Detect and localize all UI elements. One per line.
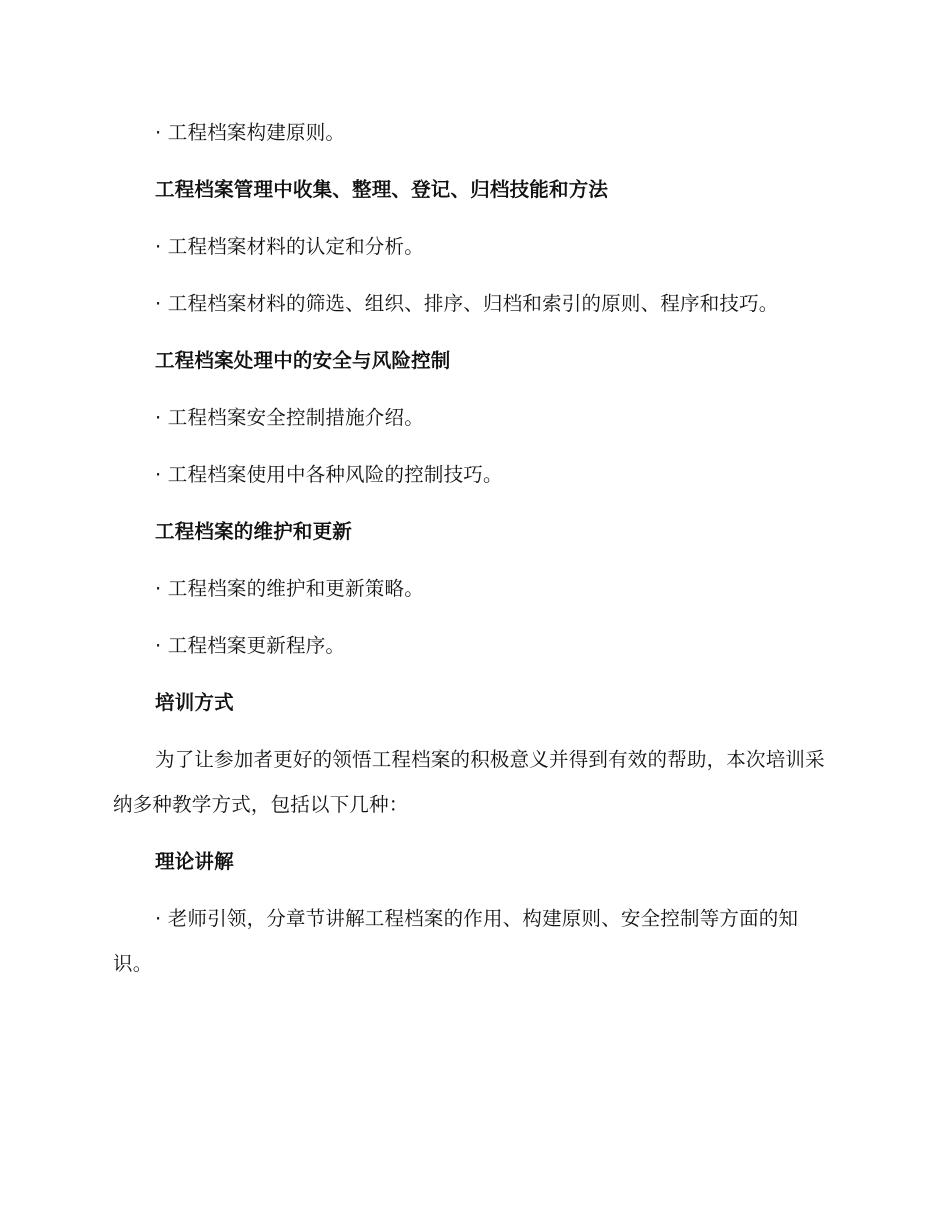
bullet-material-identification: · 工程档案材料的认定和分析。 <box>155 235 424 258</box>
document-page <box>113 110 835 986</box>
section-heading-collection-methods: 工程档案管理中收集、整理、登记、归档技能和方法 <box>155 178 609 201</box>
section-heading-training-methods: 培训方式 <box>155 691 234 714</box>
bullet-risk-control: · 工程档案使用中各种风险的控制技巧。 <box>155 463 503 486</box>
bullet-security-measures: · 工程档案安全控制措施介绍。 <box>155 406 424 429</box>
section-heading-maintenance: 工程档案的维护和更新 <box>155 520 353 543</box>
section-heading-security-risk: 工程档案处理中的安全与风险控制 <box>155 349 451 372</box>
bullet-construction-principles: · 工程档案构建原则。 <box>155 121 346 144</box>
bullet-material-screening: · 工程档案材料的筛选、组织、排序、归档和索引的原则、程序和技巧。 <box>155 292 779 315</box>
bullet-maintenance-strategy: · 工程档案的维护和更新策略。 <box>155 577 424 600</box>
bullet-update-procedure: · 工程档案更新程序。 <box>155 634 346 657</box>
paragraph-training-intro: 为了让参加者更好的领悟工程档案的积极意义并得到有效的帮助，本次培训采纳多种教学方式，包括以下几种： <box>113 748 825 816</box>
bullet-teacher-lecture: · 老师引领，分章节讲解工程档案的作用、构建原则、安全控制等方面的知识。 <box>113 907 799 975</box>
section-heading-theory-lecture: 理论讲解 <box>155 850 234 873</box>
